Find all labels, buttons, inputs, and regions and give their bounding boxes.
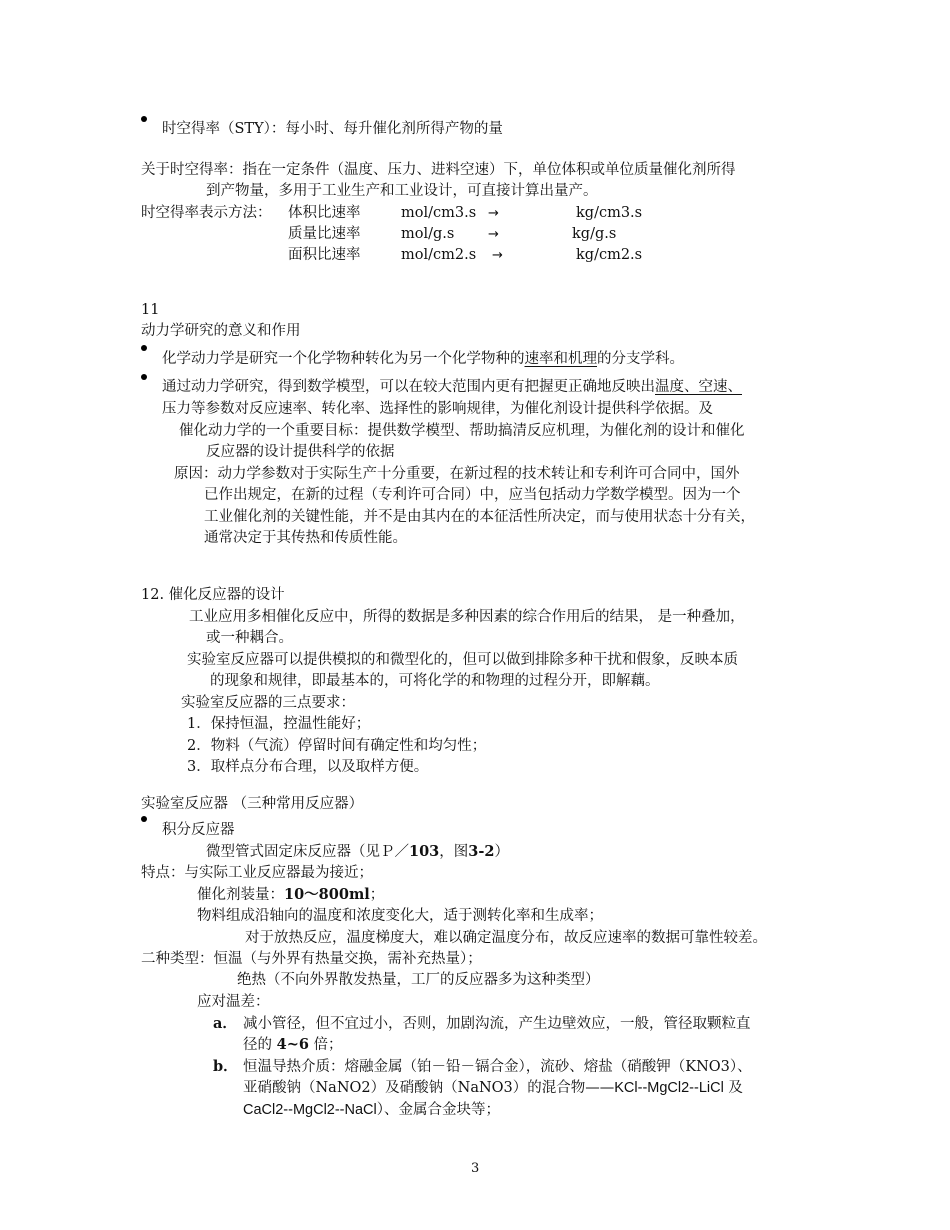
item-b-line-3: CaCl2--MgCl2--NaCl）、金属合金块等； xyxy=(243,1102,500,1118)
gradient-line: 物料组成沿轴向的温度和浓度变化大，适于测转化率和生成率； xyxy=(197,908,603,924)
catalyst-load-line: 催化剂装量：10～800ml； xyxy=(197,886,385,903)
kinetics-goal-line-1: 催化动力学的一个重要目标：提供数学模型、帮助搞清反应机理，为催化剂的设计和催化 xyxy=(179,423,745,439)
underlined-term: 速率和机理 xyxy=(524,351,597,367)
item-label-a: a． xyxy=(213,1015,237,1032)
rate-unit-mol: mol/cm3.s xyxy=(401,205,477,221)
rate-unit-mol: mol/g.s xyxy=(401,226,455,242)
paragraph-line: 或一种耦合。 xyxy=(206,630,293,646)
adiabatic-line: 绝热（不向外界散发热量，工厂的反应器多为这种类型） xyxy=(237,972,600,988)
section-number: 11 xyxy=(141,302,160,318)
rate-name: 面积比速率 xyxy=(288,247,361,263)
rate-unit-kg: kg/g.s xyxy=(572,226,617,242)
reason-line-1: 原因：动力学参数对于实际生产十分重要，在新过程的技术转让和专利许可合同中，国外 xyxy=(174,466,740,482)
reason-line-2: 已作出规定，在新的过程（专利许可合同）中，应当包括动力学数学模型。因为一个 xyxy=(204,487,741,503)
bullet-kinetics-study-line-2: 压力等参数对反应速率、转化率、选择性的影响规律，为催化剂设计提供科学依据。及 xyxy=(162,401,713,417)
bullet-dot xyxy=(141,345,147,351)
paragraph-line: 实验室反应器可以提供模拟的和微型化的，但可以做到排除多种干扰和假象，反映本质 xyxy=(187,652,738,668)
item-b-line-2: 亚硝酸钠（NaNO2）及硝酸钠（NaNO3）的混合物——KCl--MgCl2--LiCl 及 xyxy=(243,1080,743,1096)
item-label-b: b． xyxy=(213,1058,238,1075)
rate-name: 质量比速率 xyxy=(288,226,361,242)
counter-measures-title: 应对温差： xyxy=(197,994,270,1010)
kinetics-goal-line-2: 反应器的设计提供科学的依据 xyxy=(206,444,395,460)
section-11-title: 动力学研究的意义和作用 xyxy=(141,323,301,339)
reason-line-3: 工业催化剂的关键性能，并不是由其内在的本征活性所决定，而与使用状态十分有关， xyxy=(204,509,755,525)
bullet-dot xyxy=(141,374,147,380)
reactor-types-line: 二种类型：恒温（与外界有热量交换，需补充热量）； xyxy=(141,951,482,967)
bullet-dot xyxy=(141,816,147,822)
arrow-icon: → xyxy=(488,206,499,221)
bullet-kinetics-study-line-1: 通过动力学研究，得到数学模型，可以在较大范围内更有把握更正确地反映出温度、空速、 xyxy=(162,379,742,395)
requirement-item: 3．取样点分布合理，以及取样方便。 xyxy=(187,759,429,775)
arrow-icon: → xyxy=(488,227,499,242)
arrow-icon: → xyxy=(492,248,503,263)
sty-about-line-1: 关于时空得率：指在一定条件（温度、压力、进料空速）下，单位体积或单位质量催化剂所得 xyxy=(141,162,736,178)
bullet-kinetics-definition: 化学动力学是研究一个化学物种转化为另一个化学物种的速率和机理的分支学科。 xyxy=(162,351,684,367)
sty-bullet-text: 时空得率（STY）：每小时、每升催化剂所得产物的量 xyxy=(162,121,503,137)
underlined-term: 温度、空速、 xyxy=(655,379,742,395)
sty-methods-label: 时空得率表示方法： xyxy=(141,205,272,221)
paragraph-line: 工业应用多相催化反应中，所得的数据是多种因素的综合作用后的结果， 是一种叠加， xyxy=(189,609,745,625)
lab-reactor-title: 实验室反应器 （三种常用反应器） xyxy=(141,796,364,812)
item-a-line-1: 减小管径，但不宜过小，否则，加剧沟流，产生边壁效应，一般，管径取颗粒直 xyxy=(243,1016,751,1032)
bullet-dot xyxy=(141,116,147,122)
rate-unit-kg: kg/cm3.s xyxy=(576,205,643,221)
requirement-item: 1．保持恒温，控温性能好； xyxy=(187,716,371,732)
feature-line: 特点：与实际工业反应器最为接近； xyxy=(141,865,373,881)
rate-unit-kg: kg/cm2.s xyxy=(576,247,643,263)
rate-unit-mol: mol/cm2.s xyxy=(401,247,477,263)
exothermic-line: 对于放热反应，温度梯度大，难以确定温度分布，故反应速率的数据可靠性较差。 xyxy=(245,930,767,946)
reason-line-4: 通常决定于其传热和传质性能。 xyxy=(204,530,407,546)
sty-about-line-2: 到产物量，多用于工业生产和工业设计，可直接计算出量产。 xyxy=(206,183,598,199)
requirement-item: 2．物料（气流）停留时间有确定性和均匀性； xyxy=(187,738,487,754)
section-12-title: 12. 催化反应器的设计 xyxy=(141,587,285,603)
page-number: 3 xyxy=(471,1161,480,1176)
integral-reactor-bullet: 积分反应器 xyxy=(162,822,235,838)
paragraph-line: 的现象和规律，即最基本的，可将化学的和物理的过程分开，即解藕。 xyxy=(210,673,660,689)
requirements-title: 实验室反应器的三点要求： xyxy=(181,695,355,711)
micro-reactor-line: 微型管式固定床反应器（见Ｐ／103，图3-2） xyxy=(206,843,509,860)
item-b-line-1: 恒温导热介质：熔融金属（铂－铅－镉合金），流砂、熔盐（硝酸钾（KNO3）、 xyxy=(243,1059,752,1075)
item-a-line-2: 径的 4~6 倍； xyxy=(243,1036,343,1053)
rate-name: 体积比速率 xyxy=(288,205,361,221)
